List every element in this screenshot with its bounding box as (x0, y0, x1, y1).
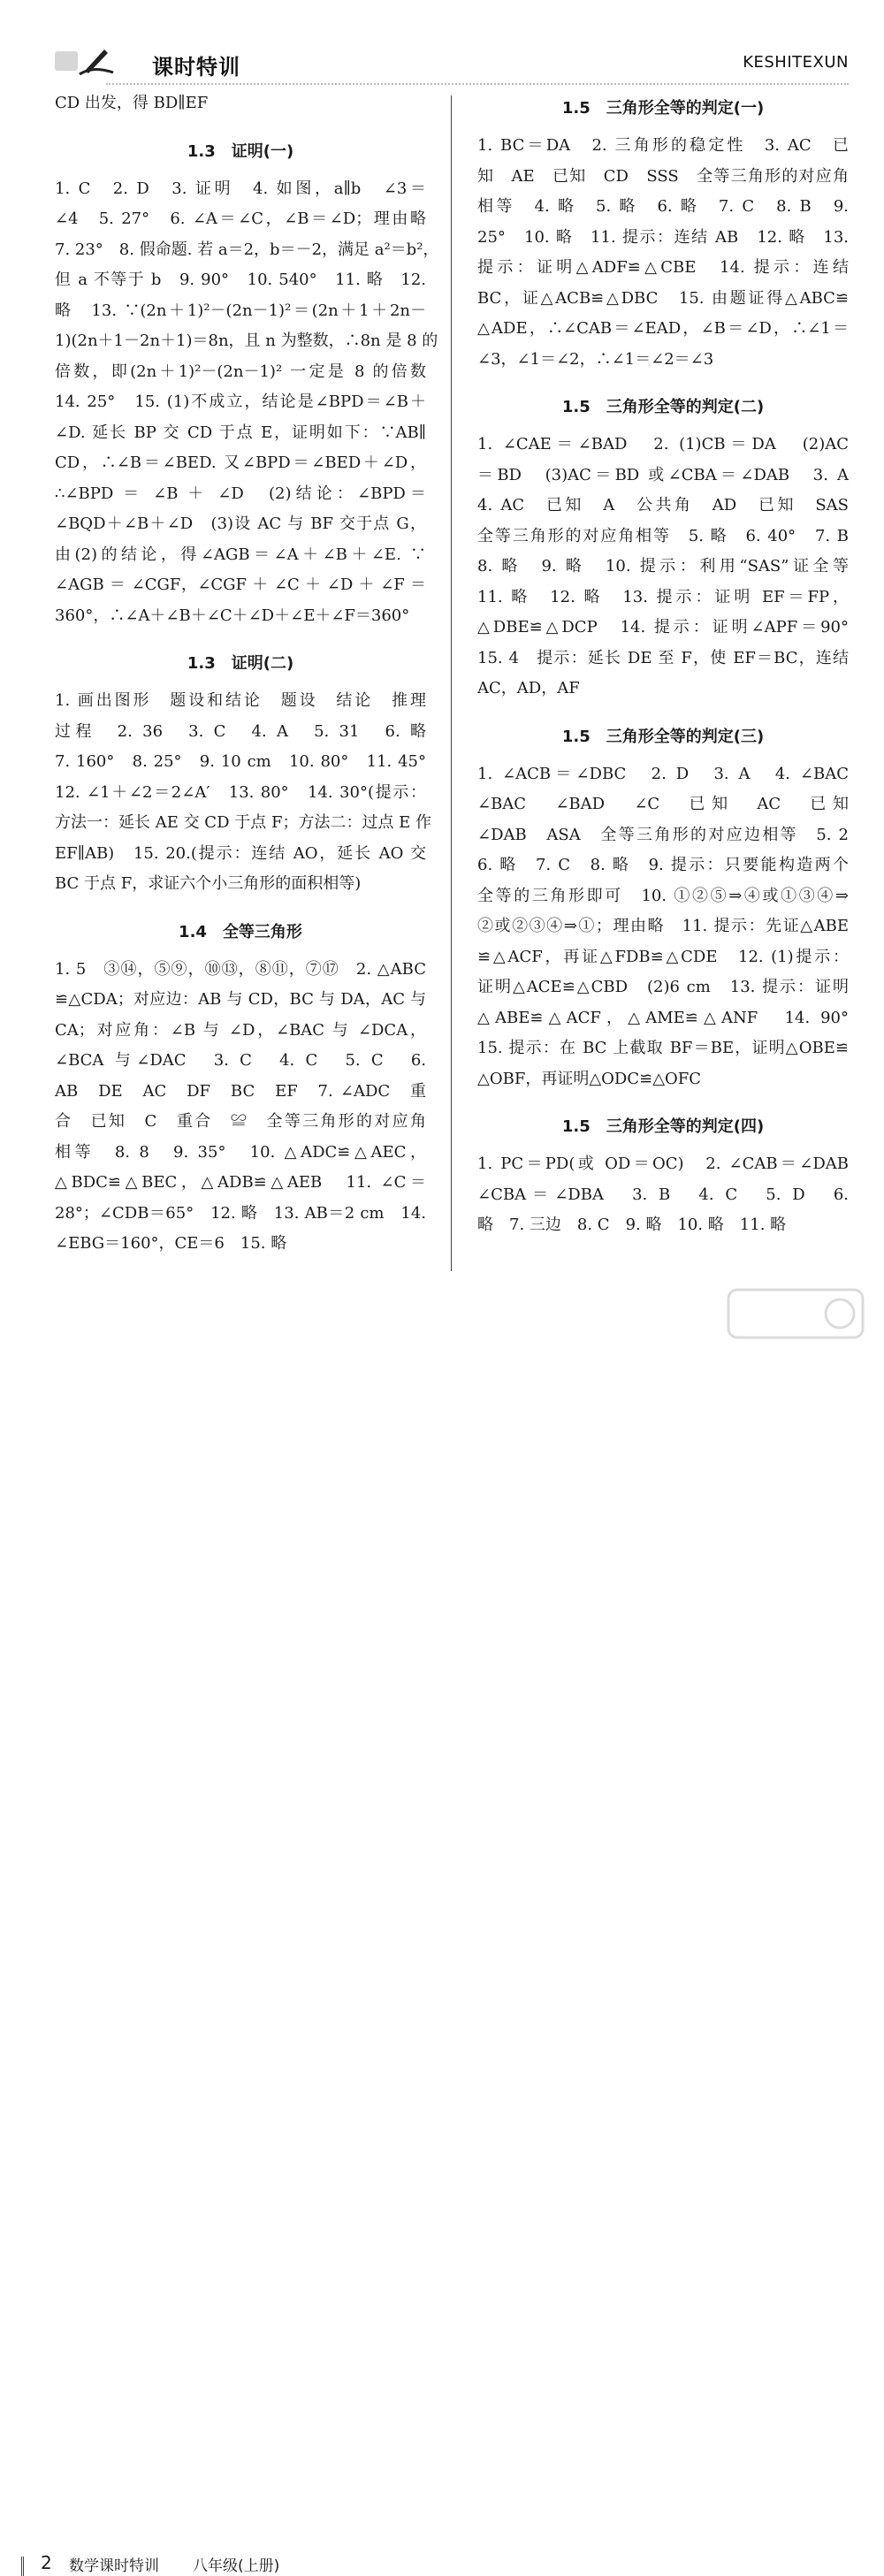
section-title: 1.5 三角形全等的判定(三) (561, 727, 765, 746)
answer-line: ②或②③④⇒①；理由略 11. 提示：先证△ABE (477, 917, 849, 935)
column-divider (451, 95, 452, 1271)
pen-logo-icon (53, 44, 115, 80)
answer-line: 但 a 不等于 b 9. 90° 10. 540° 11. 略 12. (55, 271, 426, 289)
intro-line: CD 出发，得 BD∥EF (55, 94, 209, 112)
answer-line: 15. 提示：在 BC 上截取 BF＝BE，证明△OBE≌ (477, 1039, 849, 1057)
section-body (477, 430, 849, 705)
answer-line: CA；对应角：∠B 与 ∠D，∠BAC 与 ∠DCA， (55, 1020, 426, 1040)
header-divider (106, 83, 849, 87)
answer-line: 由(2)的结论，得∠AGB＝∠A＋∠B＋∠E. ∵ (55, 545, 426, 564)
section-title: 1.3 证明(二) (187, 654, 294, 673)
answer-line: 1. 5 ③⑭，⑤⑨，⑩⑬，⑧⑪，⑦⑰ 2. △ABC (55, 959, 426, 979)
answer-line: ＝BD (3)AC＝BD 或∠CBA＝∠DAB 3. A (477, 465, 849, 484)
right-column (477, 88, 849, 1241)
answer-line: 7. 23° 8. 假命题. 若 a＝2，b＝－2，满足 a²＝b²， (55, 240, 439, 259)
answer-line: 28°；∠CDB＝65° 12. 略 13. AB＝2 cm 14. (55, 1203, 426, 1223)
answer-line: 1)(2n＋1－2n＋1)＝8n，且 n 为整数，∴8n 是 8 的 (55, 332, 438, 350)
answer-line: 1. BC＝DA 2. 三角形的稳定性 3. AC 已 (477, 136, 849, 155)
answer-line: ∠4 5. 27° 6. ∠A＝∠C，∠B＝∠D；理由略 (55, 210, 426, 228)
answer-line: ∠CBA＝∠DBA 3. B 4. C 5. D 6. (477, 1185, 849, 1204)
answer-line: 8. 略 9. 略 10. 提示：利用“SAS”证全等 (477, 557, 849, 575)
answer-line: 全等三角形的对应角相等 5. 略 6. 40° 7. B (477, 526, 849, 545)
answer-line: CD，∴∠B＝∠BED. 又∠BPD＝∠BED＋∠D， (55, 453, 426, 472)
answer-line: 相等 4. 略 5. 略 6. 略 7. C 8. B 9. (477, 197, 849, 216)
answer-line: 证明△ACE≌△CBD (2)6 cm 13. 提示：证明 (477, 978, 849, 996)
answer-line: 7. 160° 8. 25° 9. 10 cm 10. 80° 11. 45° (55, 752, 426, 771)
answer-line: 全等的三角形即可 10. ①②⑤⇒④或①③④⇒ (477, 886, 849, 905)
grade-label: 八年级(上册) (193, 2557, 280, 2575)
section-title: 1.4 全等三角形 (179, 922, 302, 941)
answer-line: ∠BAC ∠BAD ∠C 已知 AC 已知 (477, 795, 849, 813)
answer-line: 25° 10. 略 11. 提示：连结 AB 12. 略 13. (477, 227, 849, 247)
answer-line: △DBE≌△DCP 14. 提示：证明∠APF＝90° (477, 618, 849, 636)
answer-line: BC，证△ACB≌△DBC 15. 由题证得△ABC≌ (477, 288, 849, 308)
answer-line: 过程 2. 36 3. C 4. A 5. 31 6. 略 (55, 721, 426, 741)
brand-english: KESHITEXUN (743, 53, 849, 72)
answer-line: 知 AE 已知 CD SSS 全等三角形的对应角 (477, 166, 849, 186)
watermark-logo-icon (725, 1286, 866, 1341)
answer-line: 1. 画出图形 题设和结论 题设 结论 推理 (55, 691, 426, 710)
answer-line: ∠BCA 与∠DAC 3. C 4. C 5. C 6. (55, 1051, 426, 1070)
answer-line: 12. ∠1＋∠2＝2∠A′ 13. 80° 14. 30°(提示： (55, 782, 426, 802)
answer-line: ∠D. 延长 BP 交 CD 于点 E，证明如下：∵AB∥ (55, 423, 426, 442)
answer-line: ≌△ACF，再证△FDB≌△CDE 12. (1)提示： (477, 947, 849, 966)
answer-line: △ABE≌△ACF，△AME≌△ANF 14. 90° (477, 1008, 849, 1027)
answer-line: 15. 4 提示：延长 DE 至 F，使 EF＝BC，连结 (477, 648, 849, 667)
answer-line: △BDC≌△BEC，△ADB≌△AEB 11. ∠C＝ (55, 1173, 426, 1192)
book-title: 数学课时特训 (69, 2557, 159, 2575)
section-title: 1.3 证明(一) (187, 141, 294, 161)
section-title: 1.5 三角形全等的判定(二) (561, 398, 765, 416)
answer-line: ∠EBG＝160°，CE＝6 15. 略 (55, 1234, 287, 1253)
section-body (55, 686, 432, 900)
brand-title: 课时特训 (152, 55, 240, 80)
footer-mark (21, 2557, 33, 2576)
answer-line: △OBF，再证明△ODC≌△OFC (477, 1069, 702, 1088)
answer-line: 提示：证明△ADF≌△CBE 14. 提示：连结 (477, 258, 849, 277)
answer-line: 1. ∠ACB＝∠DBC 2. D 3. A 4. ∠BAC (477, 764, 849, 783)
answer-line: AB DE AC DF BC EF 7. ∠ADC 重 (55, 1081, 426, 1101)
answer-line: ∠3，∠1＝∠2，∴∠1＝∠2＝∠3 (477, 349, 714, 369)
answer-line: BC 于点 F，求证六个小三角形的面积相等) (55, 874, 362, 893)
answer-line: ≌△CDA；对应边：AB 与 CD，BC 与 DA，AC 与 (55, 990, 426, 1009)
answer-line: 4. AC 已知 A 公共角 AD 已知 SAS (477, 496, 849, 514)
answer-line: 相等 8. 8 9. 35° 10. △ADC≌△AEC， (55, 1142, 426, 1162)
section-body (477, 1149, 849, 1241)
section-body (55, 955, 426, 1260)
answer-line: 略 7. 三边 8. C 9. 略 10. 略 11. 略 (477, 1216, 787, 1234)
section-body (477, 759, 849, 1095)
answer-line: 1. C 2. D 3. 证明 4. 如图，a∥b ∠3＝ (55, 179, 426, 198)
section-title: 1.5 三角形全等的判定(一) (561, 99, 765, 118)
answer-line: ∠BQD＋∠B＋∠D (3)设 AC 与 BF 交于点 G， (55, 514, 426, 533)
answer-line: ∠AGB ＝ ∠CGF，∠CGF ＋ ∠C ＋ ∠D ＋ ∠F ＝ (55, 575, 426, 594)
answer-line: 6. 略 7. C 8. 略 9. 提示：只要能构造两个 (477, 856, 849, 874)
section-body (477, 131, 849, 375)
answer-line: ∴∠BPD ＝ ∠B ＋ ∠D (2)结论：∠BPD＝ (55, 484, 426, 503)
answer-line: AC，AD，AF (477, 679, 580, 697)
answer-line: 合 已知 C 重合 ≌ 全等三角形的对应角 (55, 1112, 426, 1131)
answer-line: 1. ∠CAE＝∠BAD 2. (1)CB＝DA (2)AC (477, 435, 849, 453)
answer-line: 略 13. ∵(2n＋1)²－(2n－1)²＝(2n＋1＋2n－ (55, 301, 426, 320)
answer-line: △ADE，∴∠CAB＝∠EAD，∠B＝∠D，∴∠1＝ (477, 319, 849, 338)
page-number: 2 (41, 2552, 52, 2573)
answer-line: ∠DAB ASA 全等三角形的对应边相等 5. 2 (477, 825, 849, 844)
answer-line: 倍数，即(2n＋1)²－(2n－1)² 一定是 8 的倍数 (55, 362, 426, 381)
answer-line: EF∥AB) 15. 20.(提示：连结 AO，延长 AO 交 (55, 843, 426, 863)
answer-line: 方法一：延长 AE 交 CD 于点 F；方法二：过点 E 作 (55, 813, 432, 832)
answer-line: 11. 略 12. 略 13. 提示：证明 EF＝FP， (477, 587, 849, 606)
section-title: 1.5 三角形全等的判定(四) (561, 1117, 765, 1136)
left-column (55, 88, 439, 1260)
section-body (55, 174, 439, 632)
answer-line: 14. 25° 15. (1)不成立，结论是∠BPD＝∠B＋ (55, 392, 426, 411)
answer-line: 1. PC＝PD(或 OD＝OC) 2. ∠CAB＝∠DAB (477, 1155, 849, 1173)
answer-line: 360°，∴∠A＋∠B＋∠C＋∠D＋∠E＋∠F＝360° (55, 606, 410, 625)
page-header (0, 0, 884, 88)
